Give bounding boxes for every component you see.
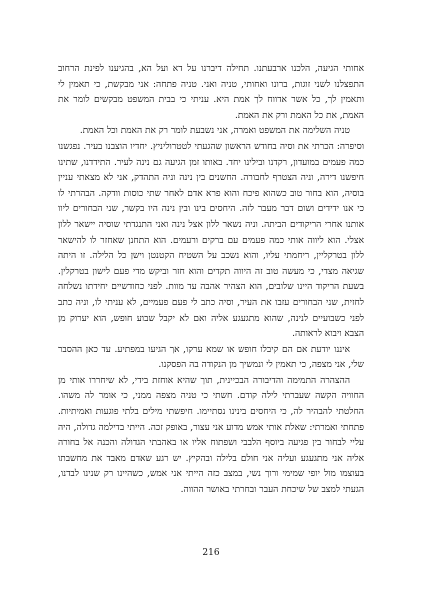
paragraph-5: ההצהרה התמימה והדיבורה הבכיינית, תוך שהיא אוחזת בידי, לא שיחררו אותי מן החוויה הקשה שעברתי לילה קודם. חשתי כי טניה מצפה ממני, כי אומר לה משהו. החלטתי להבהיר לה, כי היחסים בינינו נסתיימו. חיפשתי מילים בלתי פוגעות ואמיתיות. פתחתי ואמרתי: שאלת אותי אמש מדוע אני עצור, באופק זכה. הייתי בדילמה גדולה, היה עליי לבחור בין פגיעה ביוסף הלבבי ושפתוח אליו או באהבתי הגדולה והכנה אל בחורה אליה אני מתגעגע ועליה אני חולם בלילה ובהקיץ. יש רגע שאדם מאבד את מחשבתו בעוצמו מול יופי שמימי ורוך נשי, במצב כזה הייתי אני אמש, כשהיינו רק שנינו לבדנו, הגעתי למצב של שיכחת העבר ובחרתי באושר ההווה.	[58, 375, 364, 496]
paragraph-4: איננו יודעת אם הם קיבלו חופש או שמא ערקו, אך הגיעו במפתיע. עד כאן ההסבר שלי, אני מצפה, כי תאמין לי ונמשיך מן הנקודה בה הפסקנו.	[58, 344, 364, 371]
paragraph-3: וסיפרה: הכרתי את וסיה בחודש הראשון שהגעתי לטטרוליניץ. יחדיו הוצבנו בעיר. נפגשנו כמה פעמים במועדון, רקדנו ובילינו יחד. באותו זמן הגיעה גם נינה לעיר. התידדנו, שתינו חיפשנו דירה, וניה הצטרף לחבורה. החשנים בין נינה וניה התהדק, אני לא מצאתי עניין בוסיה, הוא בחור טוב כשהוא פיכח והוא פרא אדם לאחר שתי כוסות וודקה. הבהרתי לו כי אנו ידידים ושום דבר מעבר לזה. היחסים בינו ובין נינה היו בקשר, שני הבחורים ליוו אותנו אחרי הריקודים הביתה. וניה נשאר ללון אצל נינה ואני התנגדתי שוסיה יישאר ללון אצלי. הוא ליווה אותי כמה פעמים עם ברקים ורעמים. הוא התחנן שאחזר לו להישאר ללון בטרקליין, ריחמתי עליו, והוא נשכב על השטיח הקטנטן וישן כל הלילה. זו היתה שגיאה מצדי, כי מעשה טוב זה היווה תקדים והוא חזר וביקש מדי פעם לישון בטרקלין. בשעת הריקוד היינו שלובים, הוא הצהיר אהבה עד מוות. לפני כחודשיים יחידתו נשלחה לחזית, שני הבחורים עזבו את העיר, וסיה כתב לי פעם פעמיים, לא עניתי לו, וניה כתב לפני כשבועיים לנינה, שהוא מתגעגע אליה ואם לא יקבל שבוע חופש, הוא יערוק מן הצבא ויבוא לראותה.	[58, 141, 364, 340]
document-page-body	[58, 62, 364, 542]
page-number: 216	[202, 548, 220, 558]
paragraph-2: טניה השלימה את המשפט ואמרה, אני נשבעת לומר רק את האמת וכל האמת.	[79, 126, 350, 137]
paragraph-1: אחותי הגיעה, הלכנו ארבעתנו. תחילה דיברנו על דא ועל הא, בהגיענו לפינת הרחוב התפצלנו לשני זוגות, ברונו ואחותי, טניה ואני. טניה פתחה: אני מבקשת, כי תאמין לי ותאמין לך, כל אשר אדווח לך אמת היא. עניתי כי בבית המשפט מבקשים לומר את האמת, את כל האמת ורק את האמת.	[58, 64, 364, 121]
